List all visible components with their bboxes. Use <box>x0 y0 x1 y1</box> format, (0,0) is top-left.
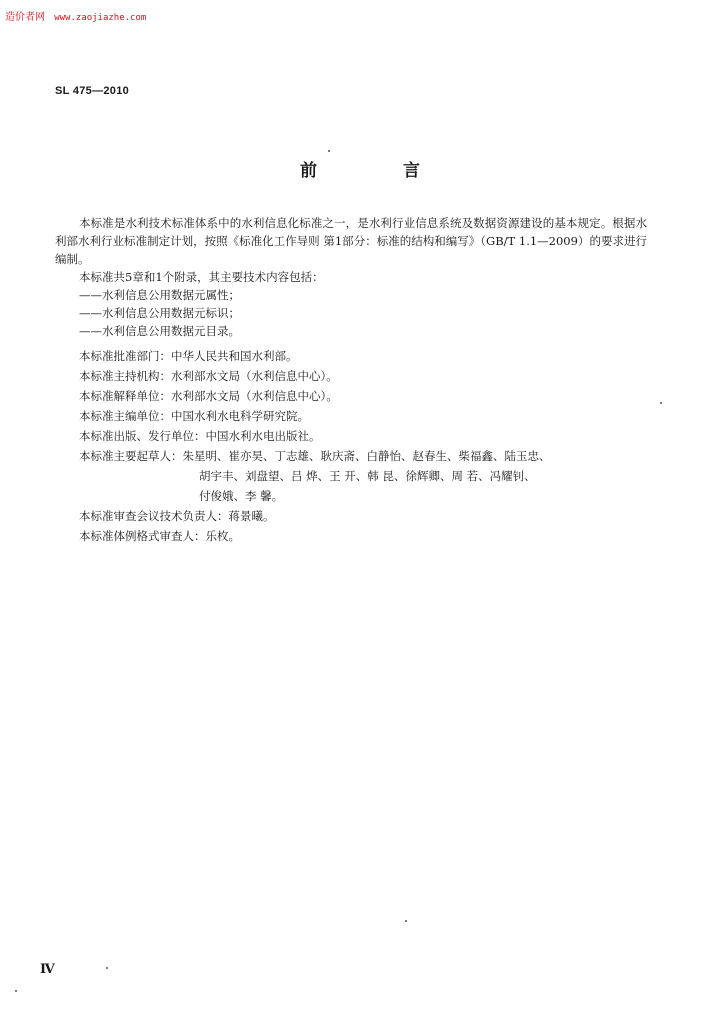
contents-intro: 本标准共5章和1个附录，其主要技术内容包括： <box>79 270 324 284</box>
chief-editor-unit: 本标准主编单位：中国水利水电科学研究院。 <box>79 409 309 423</box>
watermark-site-name: 造价者网 <box>5 12 45 23</box>
list-item: ——水利信息公用数据元标识； <box>79 306 240 320</box>
interpreting-unit: 本标准解释单位：水利部水文局（水利信息中心）。 <box>79 389 338 403</box>
list-item: ——水利信息公用数据元属性； <box>79 288 240 302</box>
title-char-2: 言 <box>403 161 420 181</box>
scan-speck <box>405 920 407 922</box>
scan-speck <box>15 990 17 992</box>
intro-paragraph: 本标准是水利技术标准体系中的水利信息化标准之一，是水利行业信息系统及数据资源建设的基本规定。根据水利部水利行业标准制定计划，按照《标准化工作导则 第1部分：标准的结构和编写》（GB/T 1.1—2009）的要求进行编制。 <box>55 216 647 266</box>
watermark-url[interactable]: www.zaojiazhe.com <box>54 13 147 23</box>
page-number: Ⅳ <box>40 962 55 977</box>
format-reviewer: 本标准体例格式审查人：乐枚。 <box>79 529 240 543</box>
scan-speck <box>660 402 662 404</box>
publisher: 本标准出版、发行单位：中国水利水电出版社。 <box>79 429 321 443</box>
host-organization: 本标准主持机构：水利部水文局（水利信息中心）。 <box>79 369 338 383</box>
scan-speck <box>328 150 330 152</box>
approval-department: 本标准批准部门：中华人民共和国水利部。 <box>79 349 298 363</box>
watermark <box>5 8 146 23</box>
document-code: SL 475—2010 <box>55 85 130 97</box>
document-body <box>55 214 647 546</box>
main-drafters-continued: 胡宇丰、刘盘望、吕 烨、王 开、韩 昆、徐辉卿、周 若、冯耀钊、 <box>199 469 536 483</box>
list-item: ——水利信息公用数据元目录。 <box>79 324 240 338</box>
main-drafters-continued: 付俊娥、李 馨。 <box>199 489 284 503</box>
page-title <box>300 156 420 181</box>
scan-speck <box>106 967 108 969</box>
review-technical-lead: 本标准审查会议技术负责人：蒋景曦。 <box>79 509 275 523</box>
main-drafters: 本标准主要起草人：朱星明、崔亦昊、丁志雄、耿庆斋、白静怡、赵春生、柴福鑫、陆玉忠、 <box>79 449 551 463</box>
title-char-1: 前 <box>300 161 317 181</box>
